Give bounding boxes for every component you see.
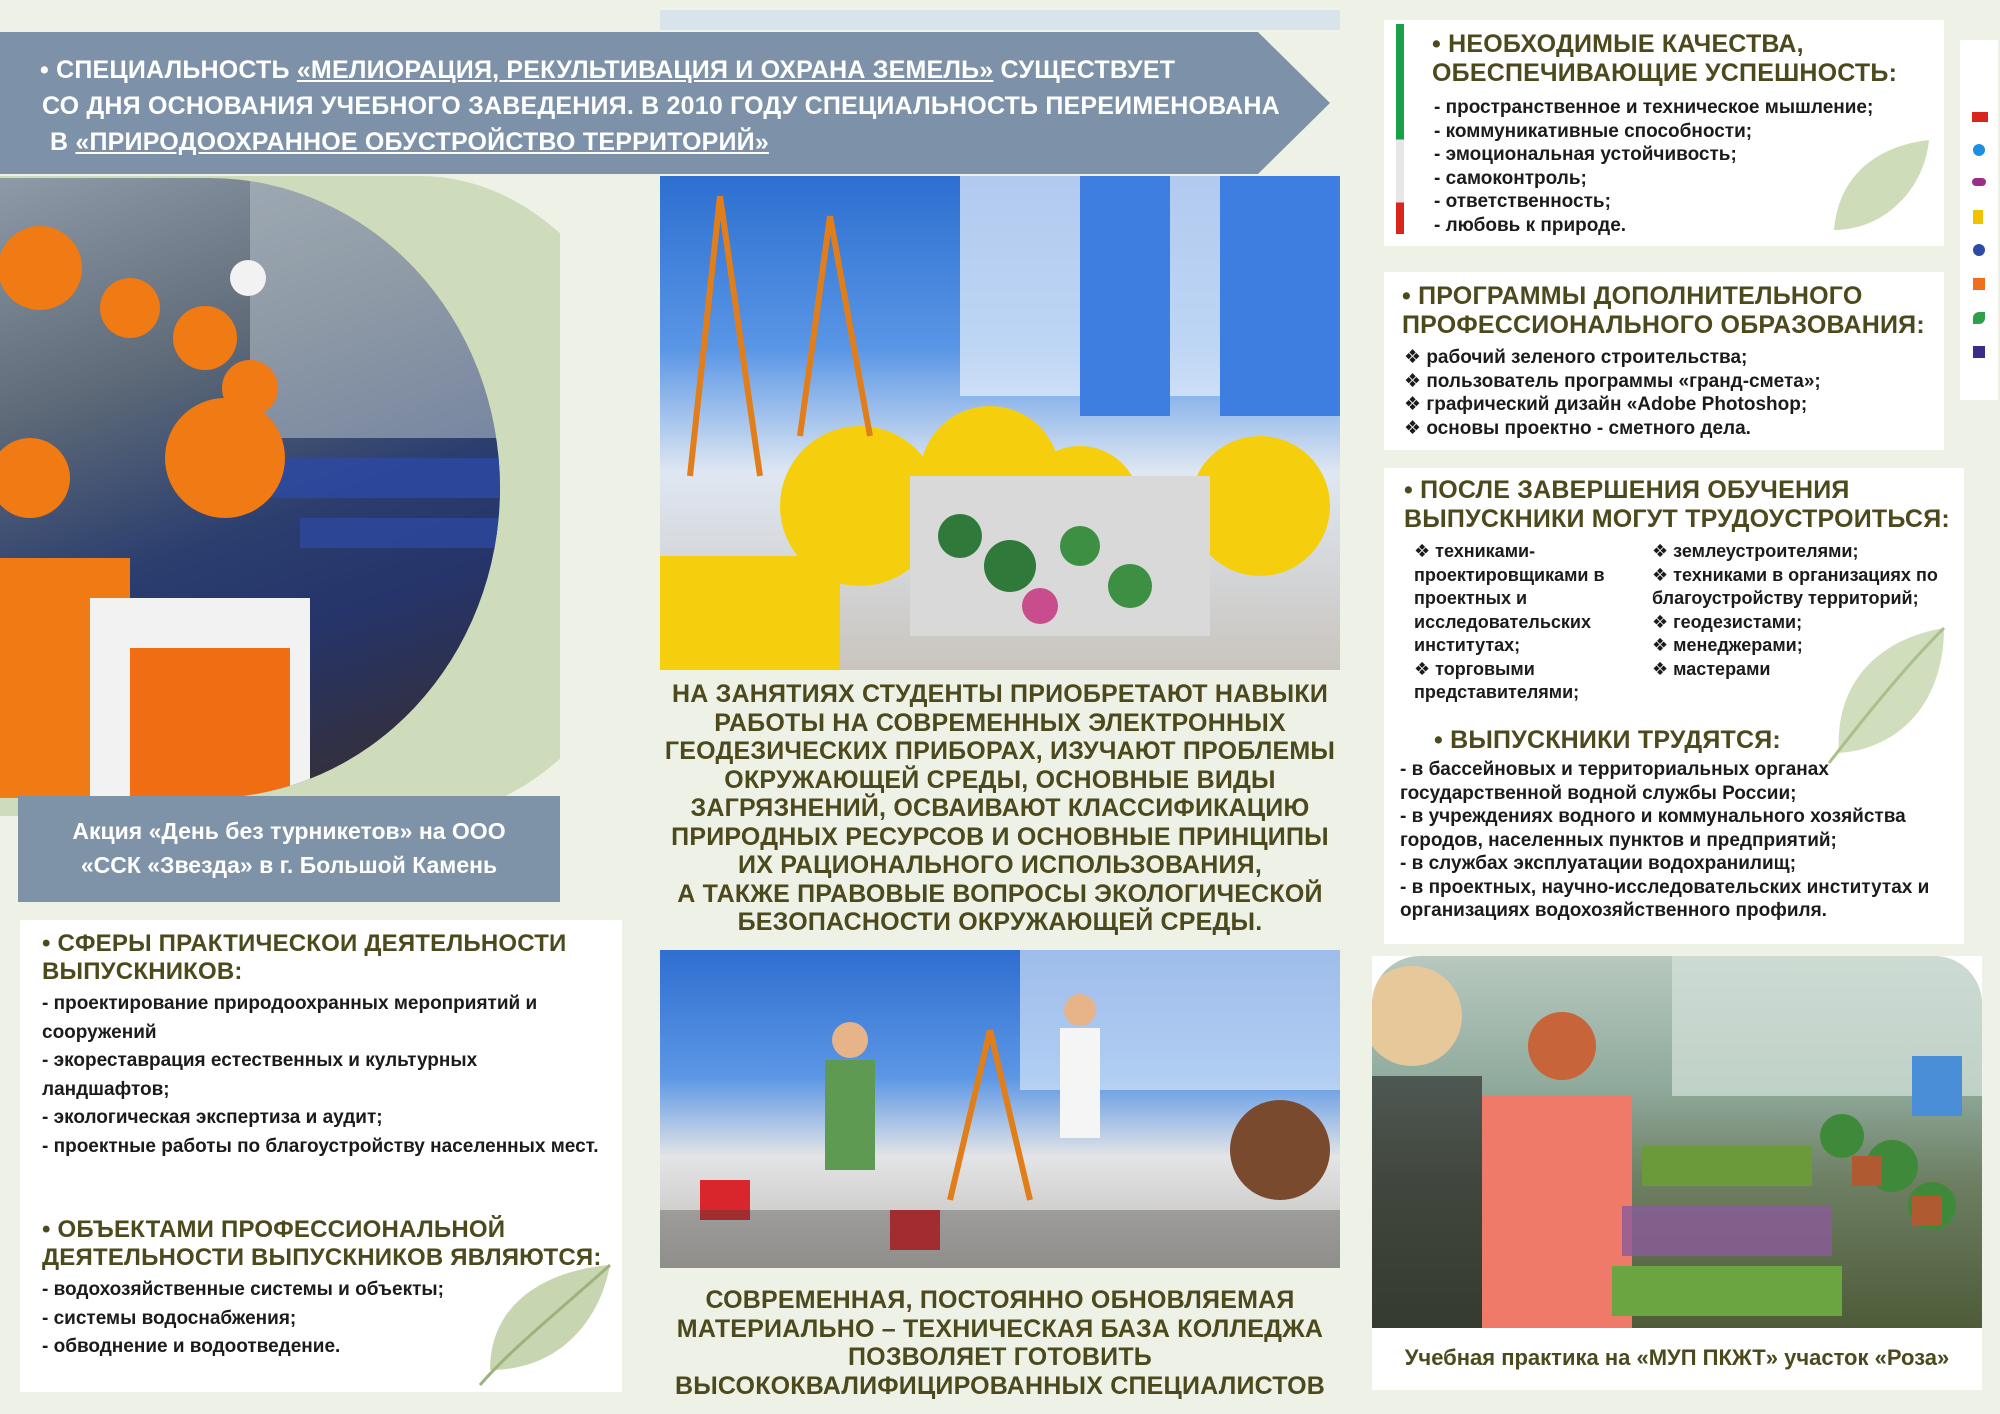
center-line: ИХ РАЦИОНАЛЬНОГО ИСПОЛЬЗОВАНИЯ, [738, 851, 1262, 879]
diamond-bullet-icon: ❖ [1404, 417, 1427, 439]
center-line: РАБОТЫ НА СОВРЕМЕННЫХ ЭЛЕКТРОННЫХ [714, 708, 1286, 737]
programs-item: ❖ пользователь программы «гранд-смета»; [1404, 370, 1821, 392]
photo-students-model [660, 176, 1340, 670]
employment-item: ❖ менеджерами; [1652, 635, 1803, 655]
bottom-center-line: МАТЕРИАЛЬНО – ТЕХНИЧЕСКАЯ БАЗА КОЛЛЕДЖА [676, 1314, 1324, 1343]
photo-factory-tour [0, 178, 500, 798]
swatch-orange-icon [1973, 278, 1985, 290]
greenhouse-photo-card [1372, 956, 1982, 1390]
qualities-panel [1384, 20, 1944, 246]
programs-item: ❖ рабочий зеленого строительства; [1404, 347, 1748, 368]
banner-line-2: СО ДНЯ ОСНОВАНИЯ УЧЕБНОГО ЗАВЕДЕНИЯ. В 2010 ГОДУ СПЕЦИАЛЬНОСТЬ ПЕРЕИМЕНОВАНА [42, 92, 1280, 120]
qualities-item: - самоконтроль; [1434, 167, 1587, 189]
work-title: • ВЫПУСКНИКИ ТРУДЯТСЯ: [1434, 726, 1781, 754]
diamond-bullet-icon: ❖ [1652, 611, 1674, 632]
diamond-bullet-icon: ❖ [1404, 347, 1427, 368]
objects-item: - водохозяйственные системы и объекты; [42, 1279, 444, 1300]
employment-panel [1384, 468, 1964, 944]
spheres-title: • СФЕРЫ ПРАКТИЧЕСКОИ ДЕЯТЕЛЬНОСТИ ВЫПУСКНИКОВ: [42, 930, 567, 985]
employment-item: ❖ торговыми представителями; [1414, 658, 1580, 702]
objects-item: - обводнение и водоотведение. [42, 1336, 341, 1357]
banner-new-name-link[interactable]: «ПРИРОДООХРАННОЕ ОБУСТРОЙСТВО ТЕРРИТОРИЙ» [75, 128, 769, 156]
leaf-icon [470, 1260, 620, 1390]
header-banner [0, 32, 1330, 174]
swatch-red-icon [1972, 112, 1988, 122]
center-line: ПРИРОДНЫХ РЕСУРСОВ И ОСНОВНЫЕ ПРИНЦИПЫ [671, 822, 1329, 851]
swatch-yellow-icon [1973, 210, 1983, 224]
top-strip [660, 10, 1340, 30]
center-line: ЗАГРЯЗНЕНИЙ, ОСВАИВАЮТ КЛАССИФИКАЦИЮ [690, 794, 1310, 822]
left-caption-line-2: «ССК «Звезда» в г. Большой Камень [80, 852, 498, 878]
qualities-item: - эмоциональная устойчивость; [1434, 144, 1737, 165]
work-item: - в проектных, научно-исследовательских институтах и организациях водохозяйственного профиля. [1400, 876, 1930, 921]
employment-item: ❖ мастерами [1652, 658, 1771, 679]
employment-item: ❖ геодезистами; [1652, 611, 1803, 632]
diamond-bullet-icon: ❖ [1652, 635, 1674, 655]
left-photo-caption [18, 796, 560, 902]
bottom-center-line: ПОЗВОЛЯЕТ ГОТОВИТЬ [848, 1343, 1152, 1371]
employment-item: ❖ землеустроителями; [1652, 541, 1859, 561]
center-line: А ТАКЖЕ ПРАВОВЫЕ ВОПРОСЫ ЭКОЛОГИЧЕСКОЙ [677, 879, 1323, 908]
banner-line-1: • СПЕЦИАЛЬНОСТЬ «МЕЛИОРАЦИЯ, РЕКУЛЬТИВАЦИЯ И ОХРАНА ЗЕМЕЛЬ» СУЩЕСТВУЕТ [40, 56, 1176, 84]
photo-geodesic-equipment [660, 950, 1340, 1268]
work-item: - в бассейновых и территориальных органах государственной водной службы России; [1400, 759, 1829, 804]
left-caption-line-1: Акция «День без турникетов» на ООО [72, 818, 506, 844]
work-item: - в учреждениях водного и коммунального хозяйства городов, населенных пунктов и предприятий; [1400, 806, 1906, 851]
banner-specialty-link[interactable]: «МЕЛИОРАЦИЯ, РЕКУЛЬТИВАЦИЯ И ОХРАНА ЗЕМЕЛЬ» [296, 56, 994, 84]
swatch-navy-icon [1973, 244, 1985, 256]
diamond-bullet-icon: ❖ [1404, 394, 1427, 415]
diamond-bullet-icon: ❖ [1652, 658, 1674, 679]
programs-panel [1384, 272, 1944, 450]
employment-col-1 [1414, 540, 1644, 705]
center-line: ОКРУЖАЮЩЕЙ СРЕДЫ, ОСНОВНЫЕ ВИДЫ [724, 765, 1276, 794]
qualities-item: - ответственность; [1434, 191, 1611, 212]
qualities-item: - пространственное и техническое мышление; [1434, 97, 1874, 118]
spheres-item: - проектные работы по благоустройству населенных мест. [42, 1135, 599, 1157]
swatch-blue-icon [1973, 144, 1985, 156]
bottom-center-line: ВЫСОКОКВАЛИФИЦИРОВАННЫХ СПЕЦИАЛИСТОВ [674, 1371, 1326, 1400]
objects-title: • ОБЪЕКТАМИ ПРОФЕССИОНАЛЬНОЙ ДЕЯТЕЛЬНОСТИ ВЫПУСКНИКОВ ЯВЛЯЮТСЯ: [42, 1216, 602, 1271]
bottom-center-description [660, 1286, 1340, 1400]
qualities-item: - коммуникативные способности; [1434, 120, 1753, 142]
center-line: БЕЗОПАСНОСТИ ОКРУЖАЮЩЕЙ СРЕДЫ. [737, 908, 1263, 936]
diamond-bullet-icon: ❖ [1414, 541, 1436, 561]
accent-bar [1396, 24, 1404, 234]
left-info-panel [20, 920, 622, 1392]
banner-line-3: В «ПРИРОДООХРАННОЕ ОБУСТРОЙСТВО ТЕРРИТОРИЙ» [50, 128, 769, 156]
center-line: ГЕОДЕЗИЧЕСКИХ ПРИБОРАХ, ИЗУЧАЮТ ПРОБЛЕМЫ [664, 737, 1336, 765]
diamond-bullet-icon: ❖ [1652, 564, 1674, 585]
photo-greenhouse-practice [1372, 956, 1982, 1328]
spheres-list [42, 990, 602, 1161]
programs-item: ❖ основы проектно - сметного дела. [1404, 417, 1751, 439]
swatch-purple-icon [1972, 178, 1986, 186]
diamond-bullet-icon: ❖ [1652, 541, 1674, 561]
diamond-bullet-icon: ❖ [1414, 658, 1436, 679]
work-list [1400, 758, 1955, 923]
spheres-item: - экологическая экспертиза и аудит; [42, 1107, 383, 1128]
diamond-bullet-icon: ❖ [1404, 370, 1427, 392]
bottom-center-line: СОВРЕМЕННАЯ, ПОСТОЯННО ОБНОВЛЯЕМАЯ [705, 1286, 1295, 1314]
swatch-indigo-icon [1973, 346, 1985, 358]
objects-item: - системы водоснабжения; [42, 1307, 297, 1329]
programs-list [1404, 346, 1934, 440]
employment-item: ❖ техниками-проектировщиками в проектных и исследовательских институтах; [1414, 541, 1605, 655]
programs-item: ❖ графический дизайн «Adobe Photoshop; [1404, 394, 1808, 415]
objects-list [42, 1276, 482, 1362]
spheres-item: - проектирование природоохранных мероприятий и сооружений [42, 993, 538, 1043]
swatch-green-icon [1973, 312, 1985, 324]
qualities-item: - любовь к природе. [1434, 214, 1627, 236]
leaf-icon [1824, 618, 1954, 768]
spheres-item: - экореставрация естественных и культурных ландшафтов; [42, 1050, 478, 1100]
employment-title: • ПОСЛЕ ЗАВЕРШЕНИЯ ОБУЧЕНИЯ ВЫПУСКНИКИ МОГУТ ТРУДОУСТРОИТЬСЯ: [1404, 476, 1950, 533]
work-item: - в службах эксплуатации водохранилищ; [1400, 853, 1797, 874]
right-photo-caption: Учебная практика на «МУП ПКЖТ» участок «Роза» [1404, 1345, 1950, 1370]
programs-title: • ПРОГРАММЫ ДОПОЛНИТЕЛЬНОГО ПРОФЕССИОНАЛЬНОГО ОБРАЗОВАНИЯ: [1402, 282, 1925, 339]
employment-item: ❖ техниками в организациях по благоустройству территорий; [1652, 564, 1938, 608]
center-line: НА ЗАНЯТИЯХ СТУДЕНТЫ ПРИОБРЕТАЮТ НАВЫКИ [671, 680, 1328, 708]
leaf-icon [1824, 130, 1934, 240]
qualities-title: • НЕОБХОДИМЫЕ КАЧЕСТВА, ОБЕСПЕЧИВАЮЩИЕ УСПЕШНОСТЬ: [1432, 30, 1898, 87]
color-swatch-strip [1960, 40, 1998, 400]
center-description [660, 680, 1340, 937]
